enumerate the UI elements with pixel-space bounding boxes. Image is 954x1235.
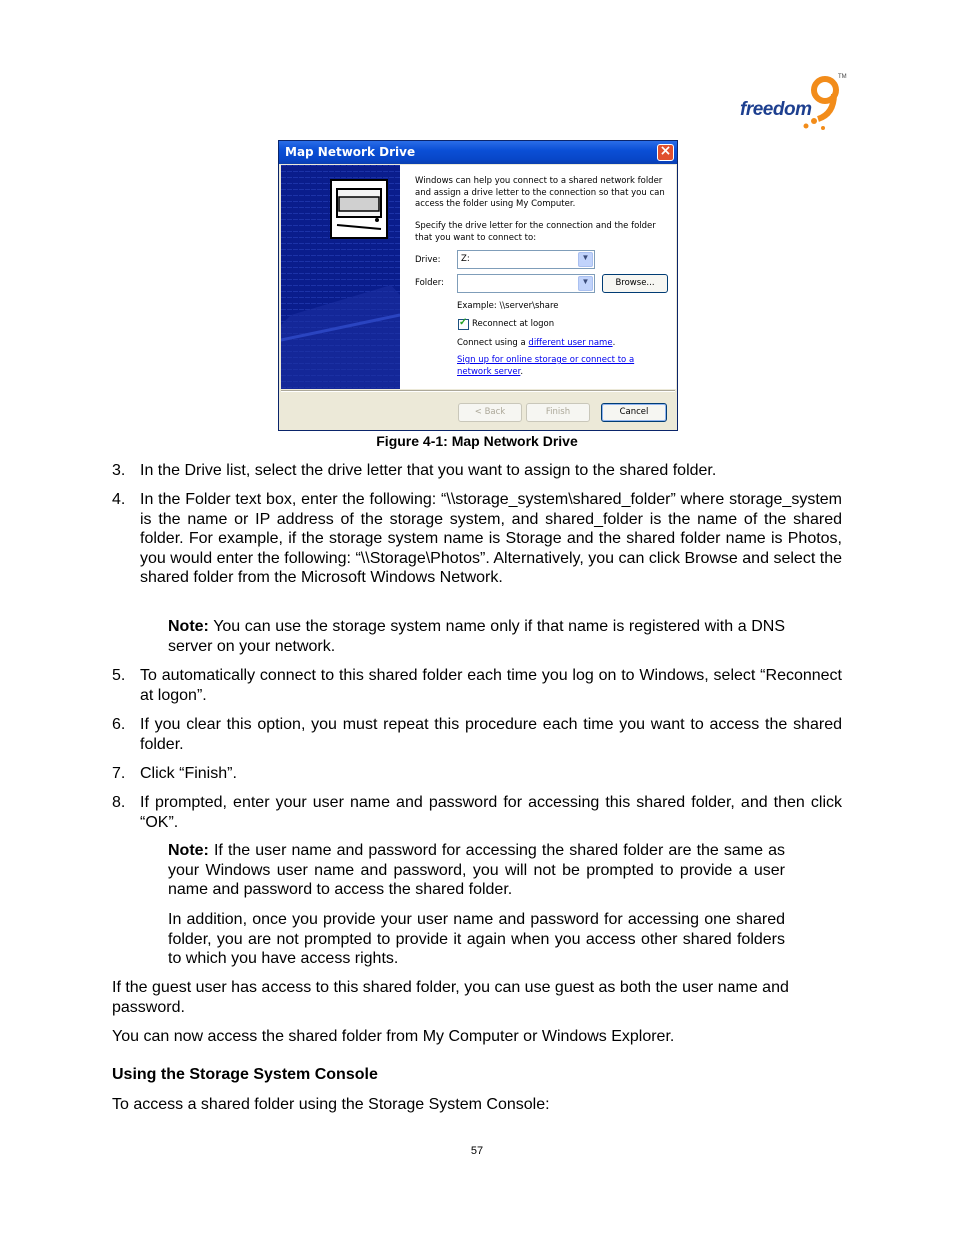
signup-text xyxy=(457,355,647,378)
wizard-banner xyxy=(281,165,400,389)
list-item xyxy=(112,715,842,754)
drive-dropdown-button[interactable] xyxy=(578,252,593,267)
folder-dropdown-button[interactable] xyxy=(578,276,593,291)
cancel-button[interactable]: Cancel xyxy=(601,403,667,422)
dialog-titlebar[interactable] xyxy=(279,141,677,164)
step-text: Click “Finish”. xyxy=(140,765,237,782)
back-button[interactable]: < Back xyxy=(458,403,522,422)
browse-button[interactable]: Browse... xyxy=(602,274,668,293)
list-item xyxy=(112,490,842,588)
note xyxy=(168,617,785,656)
list-item xyxy=(112,461,842,481)
note-label: Note: xyxy=(168,842,209,859)
note-label: Note: xyxy=(168,618,209,635)
instruction-text: Specify the drive letter for the connection and the folder that you want to connect to: xyxy=(415,221,656,243)
figure-caption: Figure 4-1: Map Network Drive xyxy=(376,433,578,449)
dialog-divider xyxy=(281,390,675,392)
step-text: In the Drive list, select the drive letter that you want to assign to the shared folder. xyxy=(140,462,717,479)
logo-trademark: TM xyxy=(838,74,847,80)
reconnect-label[interactable]: Reconnect at logon xyxy=(472,319,555,329)
different-user-name-link[interactable]: different user name xyxy=(528,338,613,348)
note-text: If the user name and password for accessing the shared folder are the same as your Windows user name and password, you will not be prompted to provide a user name and password to access the shared folder. xyxy=(168,842,785,898)
page-number: 57 xyxy=(470,1145,484,1157)
note-text: You can use the storage system name only if that name is registered with a DNS server on your network. xyxy=(168,618,785,655)
folder-combobox[interactable] xyxy=(457,274,595,293)
drive-label: Drive: xyxy=(415,255,441,265)
reconnect-checkbox[interactable] xyxy=(458,319,469,330)
example-text: Example: \\server\share xyxy=(457,301,559,311)
list-item xyxy=(112,793,842,832)
network-drive-banner-icon xyxy=(281,165,400,389)
connect-using-text xyxy=(457,338,615,348)
step-number: 4. xyxy=(112,491,126,508)
folder-label: Folder: xyxy=(415,278,444,288)
close-button[interactable] xyxy=(657,144,674,161)
paragraph: To access a shared folder using the Storage System Console: xyxy=(112,1096,550,1113)
step-number: 3. xyxy=(112,462,126,479)
chevron-down-icon: ▼ xyxy=(581,277,590,286)
list-item xyxy=(112,764,842,784)
step-text: In the Folder text box, enter the following: “\\storage_system\shared_folder” where storage_system is the name or IP address of the storage system, and shared_folder is the name of the shared folder. For example, if the storage system name is Storage and the shared folder name is Photos, you would enter the following: “\\Storage\Photos”. Alternatively, you can click Browse and select the shared folder from the Microsoft Windows Network. xyxy=(140,491,842,586)
note xyxy=(168,841,785,900)
paragraph: You can now access the shared folder from My Computer or Windows Explorer. xyxy=(112,1028,675,1045)
freedom9-logo xyxy=(738,74,848,134)
drive-select[interactable] xyxy=(457,250,595,269)
step-number: 8. xyxy=(112,794,126,811)
step-number: 7. xyxy=(112,765,126,782)
signup-online-storage-link[interactable]: Sign up for online storage or connect to a network server xyxy=(457,355,635,377)
drive-select-value: Z: xyxy=(461,254,470,264)
wizard-content xyxy=(400,165,676,389)
step-number: 5. xyxy=(112,667,126,684)
section-heading: Using the Storage System Console xyxy=(112,1066,378,1083)
close-icon: × xyxy=(659,143,672,159)
signup-suffix: . xyxy=(520,366,524,377)
logo-wordmark: freedom xyxy=(740,99,812,120)
connect-suffix: . xyxy=(612,338,616,348)
dialog-title: Map Network Drive xyxy=(285,145,416,159)
step-number: 6. xyxy=(112,716,126,733)
checkmark-icon: ✓ xyxy=(459,317,468,328)
map-network-drive-dialog xyxy=(278,140,678,431)
step-text: To automatically connect to this shared folder each time you log on to Windows, select “Reconnect at logon”. xyxy=(140,667,842,704)
connect-prefix: Connect using a xyxy=(457,338,529,348)
step-text: If prompted, enter your user name and password for accessing this shared folder, and then click “OK”. xyxy=(140,794,842,831)
step-text: If you clear this option, you must repeat this procedure each time you want to access the shared folder. xyxy=(140,716,842,753)
list-item xyxy=(112,666,842,705)
note-continuation: In addition, once you provide your user name and password for accessing one shared folder, you are not prompted to provide it again when you access other shared folders to which you have access rights. xyxy=(168,911,785,967)
finish-button[interactable]: Finish xyxy=(526,403,590,422)
chevron-down-icon: ▼ xyxy=(581,253,590,262)
paragraph: If the guest user has access to this shared folder, you can use guest as both the user name and password. xyxy=(112,979,789,1016)
intro-text: Windows can help you connect to a shared network folder and assign a drive letter to the connection so that you can access the folder using My Computer. xyxy=(415,176,665,209)
